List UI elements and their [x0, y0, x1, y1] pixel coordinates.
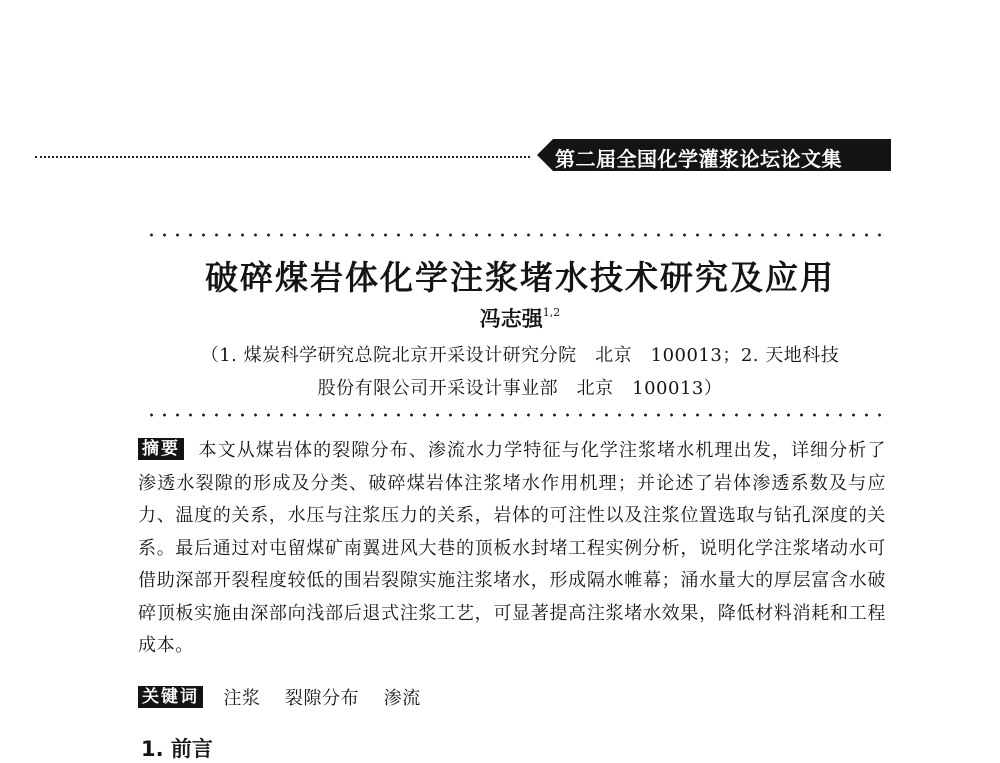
running-title: 第二届全国化学灌浆论坛论文集: [555, 147, 842, 171]
affiliation-line-1: （1. 煤炭科学研究总院北京开采设计研究分院 北京 100013；2. 天地科技: [200, 345, 840, 366]
section-heading: 1. 前言: [141, 737, 213, 761]
abstract: [138, 435, 886, 663]
header-rule: [35, 156, 530, 158]
keyword: 裂隙分布: [284, 688, 360, 709]
author-affiliation-marks: 1,2: [542, 306, 561, 319]
dotted-divider-top: [145, 233, 890, 237]
author-name: 冯志强: [479, 306, 543, 331]
paper-title: 破碎煤岩体化学注浆堵水技术研究及应用: [205, 258, 835, 297]
keyword: 渗流: [383, 688, 421, 709]
keywords: [138, 684, 886, 710]
affiliation-line-2: 股份有限公司开采设计事业部 北京 100013）: [317, 378, 723, 399]
abstract-text: 本文从煤岩体的裂隙分布、渗流水力学特征与化学注浆堵水机理出发，详细分析了渗透水裂隙的形成及分类、破碎煤岩体注浆堵水作用机理；并论述了岩体渗透系数及与应力、温度的关系，水压与注浆压力的关系，岩体的可注性以及注浆位置选取与钻孔深度的关系。最后通过对屯留煤矿南翼进风大巷的顶板水封堵工程实例分析，说明化学注浆堵动水可借助深部开裂程度较低的围岩裂隙实施注浆堵水，形成隔水帷幕；涌水量大的厚层富含水破碎顶板实施由深部向浅部后退式注浆工艺，可显著提高注浆堵水效果，降低材料消耗和工程成本。: [138, 440, 886, 656]
dotted-divider-bottom: [145, 413, 890, 417]
abstract-label: 摘要: [138, 438, 184, 460]
keywords-label: 关键词: [138, 686, 203, 708]
author-line: [140, 303, 900, 333]
keyword: 注浆: [223, 688, 261, 709]
